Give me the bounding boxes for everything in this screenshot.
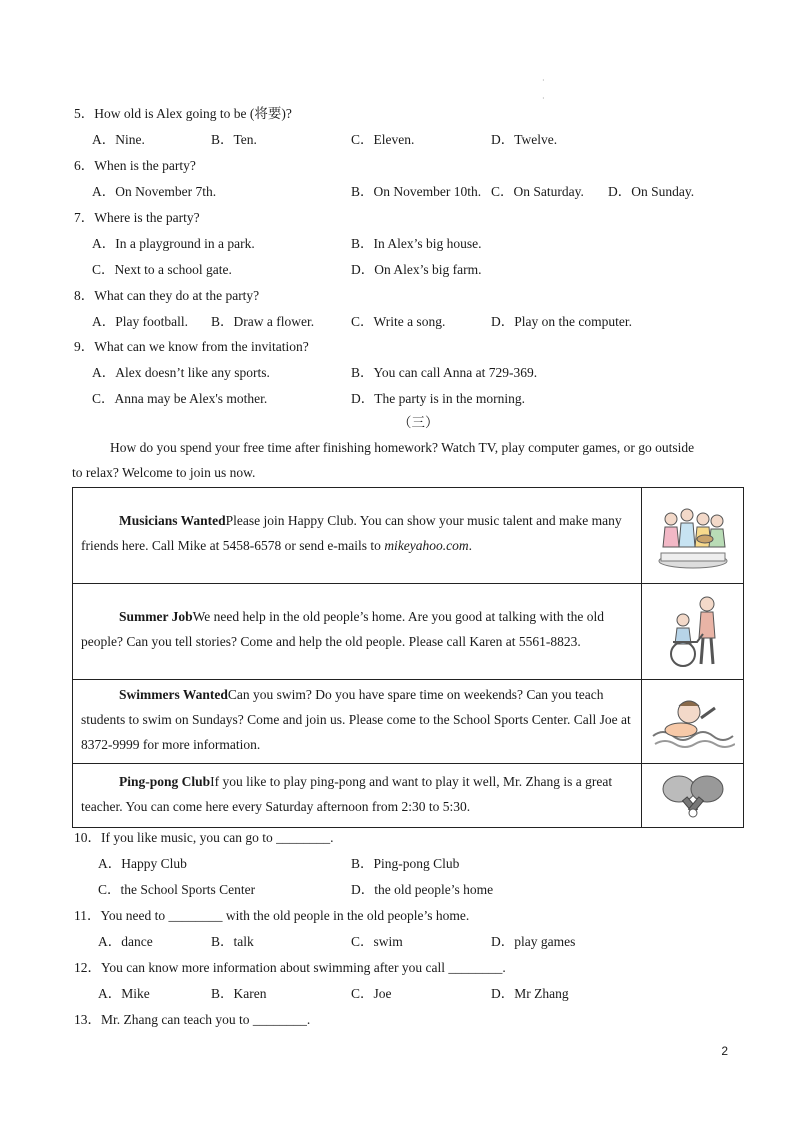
question-9-stem: 9．What can we know from the invitation?: [74, 339, 309, 354]
ad-body: We need help in the old people’s home. Are you good at talking with the old people? Can you tell stories? Come and help the old people. Please call Karen at 5561-8823.: [81, 609, 604, 649]
swimmer-icon: [641, 680, 743, 763]
question-8-option-c: C．Write a song.: [351, 314, 446, 329]
question-13-stem: 13．Mr. Zhang can teach you to ________.: [74, 1012, 311, 1027]
scan-dot: ·: [542, 76, 545, 85]
section-title: （三）: [398, 415, 439, 430]
question-9-option-c: C．Anna may be Alex's mother.: [92, 391, 268, 406]
question-10-stem: 10．If you like music, you can go to ________.: [74, 830, 334, 845]
question-11-option-b: B．talk: [211, 934, 254, 949]
ad-body: Can you swim? Do you have spare time on weekends? Can you teach students to swim on Sundays? Come and join us. Please come to the School Sports Center. Call Joe at 8372-9999 for more information.: [81, 687, 631, 752]
question-12-option-c: C．Joe: [351, 986, 392, 1001]
ad-body: Please join Happy Club. You can show your music talent and make many friends here. Call Mike at 5458-6578 or send e-mails to: [81, 513, 622, 553]
ad-text: [81, 769, 636, 819]
question-7-option-c: C．Next to a school gate.: [92, 262, 232, 277]
ad-title: Summer Job: [119, 609, 193, 624]
question-9-option-b: B．You can call Anna at 729-369.: [351, 365, 538, 380]
question-10-option-b: B．Ping-pong Club: [351, 856, 460, 871]
ad-row-summer-job: [73, 584, 743, 680]
ad-row-musicians: [73, 488, 743, 584]
question-5-option-d: D．Twelve.: [491, 132, 558, 147]
musicians-icon: [641, 488, 743, 583]
ad-title: Swimmers Wanted: [119, 687, 228, 702]
question-7-option-b: B．In Alex’s big house.: [351, 236, 482, 251]
question-6-option-d: D．On Sunday.: [608, 184, 695, 199]
question-8-stem: 8．What can they do at the party?: [74, 288, 260, 303]
question-12-stem: 12．You can know more information about swimming after you call ________.: [74, 960, 506, 975]
question-12-option-a: A．Mike: [98, 986, 150, 1001]
ad-text: [81, 682, 636, 757]
wheelchair-icon: [641, 584, 743, 679]
question-8-option-b: B．Draw a flower.: [211, 314, 315, 329]
question-12-option-d: D．Mr Zhang: [491, 986, 569, 1001]
intro-line-2: to relax? Welcome to join us now.: [72, 465, 256, 480]
page-number: 2: [721, 1044, 728, 1058]
ad-body: If you like to play ping-pong and want to play it well, Mr. Zhang is a great teacher. You can come here every Saturday afternoon from 2:30 to 5:30.: [81, 774, 613, 814]
ad-row-swimmers: [73, 680, 743, 764]
question-10-option-d: D．the old people’s home: [351, 882, 494, 897]
question-6-option-b: B．On November 10th.: [351, 184, 482, 199]
ad-title: Musicians Wanted: [119, 513, 226, 528]
ad-tail: .: [468, 538, 473, 553]
ads-table: [72, 487, 744, 828]
question-10-option-c: C．the School Sports Center: [98, 882, 256, 897]
question-8-option-a: A．Play football.: [92, 314, 188, 329]
question-5-option-b: B．Ten.: [211, 132, 257, 147]
ad-text: [81, 508, 636, 558]
question-5-option-c: C．Eleven.: [351, 132, 415, 147]
question-6-option-c: C．On Saturday.: [491, 184, 584, 199]
question-7-option-a: A．In a playground in a park.: [92, 236, 255, 251]
ad-email: mikeyahoo.com: [384, 538, 469, 553]
ad-text: [81, 604, 636, 654]
question-10-option-a: A．Happy Club: [98, 856, 187, 871]
question-12-option-b: B．Karen: [211, 986, 267, 1001]
scan-dot: ·: [542, 94, 545, 103]
question-7-stem: 7．Where is the party?: [74, 210, 200, 225]
question-9-option-d: D．The party is in the morning.: [351, 391, 525, 406]
question-7-option-d: D．On Alex’s big farm.: [351, 262, 482, 277]
question-9-option-a: A．Alex doesn’t like any sports.: [92, 365, 270, 380]
question-8-option-d: D．Play on the computer.: [491, 314, 632, 329]
ad-row-ping-pong: [73, 764, 743, 827]
question-5-stem: 5．How old is Alex going to be (将要)?: [74, 106, 292, 121]
question-11-option-d: D．play games: [491, 934, 576, 949]
question-11-option-a: A．dance: [98, 934, 153, 949]
question-6-option-a: A．On November 7th.: [92, 184, 217, 199]
ad-title: Ping-pong Club: [119, 774, 211, 789]
question-5-option-a: A．Nine.: [92, 132, 145, 147]
question-11-stem: 11．You need to ________ with the old people in the old people’s home.: [74, 908, 470, 923]
question-6-stem: 6．When is the party?: [74, 158, 196, 173]
ping-pong-paddles-icon: [641, 764, 743, 827]
question-11-option-c: C．swim: [351, 934, 403, 949]
intro-line-1: How do you spend your free time after finishing homework? Watch TV, play computer games, or go outside: [110, 440, 695, 455]
